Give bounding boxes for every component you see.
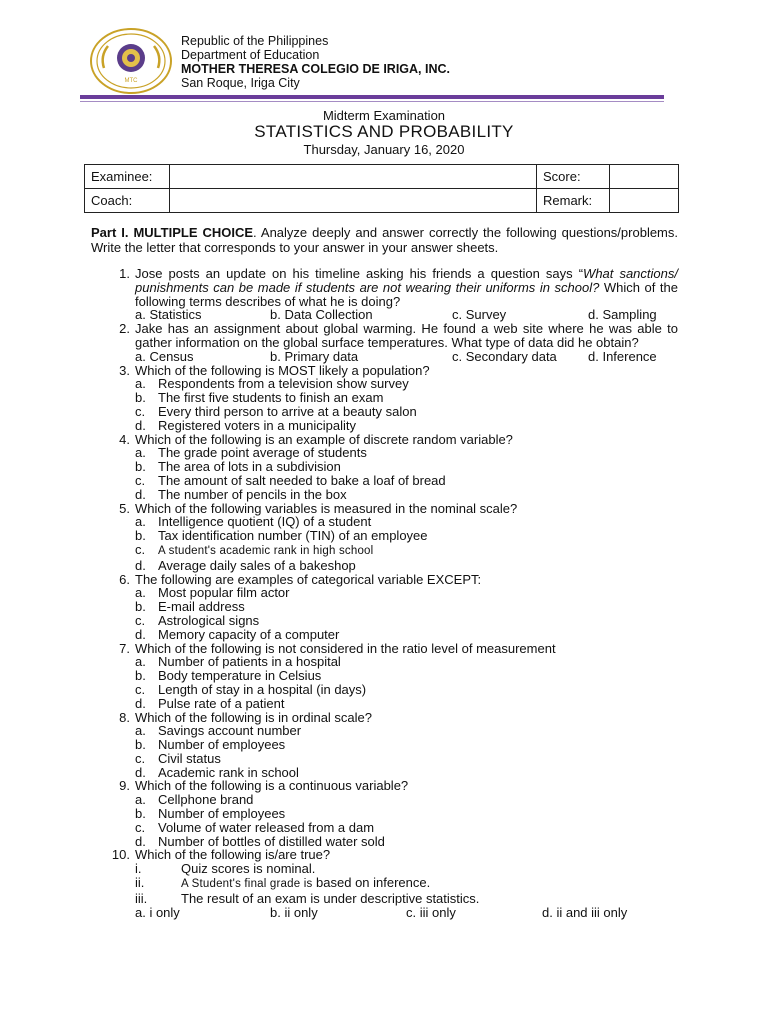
question-text-intro: Jose posts an update on his timeline asking his friends a question says “ bbox=[135, 266, 584, 281]
option-d: d. Inference bbox=[588, 348, 657, 364]
option-b bbox=[0, 600, 768, 614]
option-text: The grade point average of students bbox=[158, 445, 367, 461]
school-logo bbox=[90, 28, 172, 94]
instructions-text: . Analyze deeply and answer correctly the following questions/problems. Write the letter that corresponds to your answer in your answer sheets. bbox=[91, 225, 678, 255]
instructions bbox=[91, 226, 678, 255]
option-text: Academic rank in school bbox=[158, 764, 299, 780]
question-text: Which of the following is not considered in the ratio level of measurement bbox=[135, 640, 556, 656]
option-text: Memory capacity of a computer bbox=[158, 626, 340, 642]
option-b bbox=[0, 529, 768, 543]
option-text: Number of patients in a hospital bbox=[158, 654, 341, 670]
option-text: Tax identification number (TIN) of an employee bbox=[158, 528, 428, 544]
question-number: 6. bbox=[119, 571, 130, 587]
question-4 bbox=[0, 433, 678, 447]
option-text: Savings account number bbox=[158, 723, 302, 739]
option-d bbox=[0, 835, 768, 849]
option-letter: d. bbox=[135, 695, 146, 711]
option-c bbox=[0, 752, 768, 766]
exam-date: Thursday, January 16, 2020 bbox=[303, 142, 465, 157]
option-c bbox=[0, 405, 768, 419]
option-a bbox=[0, 515, 768, 529]
option-text: Number of bottles of distilled water sold bbox=[158, 833, 385, 849]
option-letter: b. bbox=[135, 599, 146, 615]
statement-iii bbox=[0, 892, 768, 906]
question-number: 9. bbox=[119, 778, 130, 794]
option-letter: c. bbox=[135, 472, 146, 488]
option-text: Respondents from a television show survey bbox=[158, 376, 409, 392]
coach-field bbox=[170, 189, 537, 213]
option-d bbox=[0, 559, 768, 573]
option-letter: b. bbox=[135, 737, 146, 753]
question-quote: What sanctions/ punishments can be made if students are not wearing their uniforms in school? bbox=[135, 266, 678, 295]
question-text: The following are examples of categorical variable EXCEPT: bbox=[135, 571, 482, 587]
examinee-field bbox=[170, 165, 537, 189]
question-text: Which of the following variables is measured in the nominal scale? bbox=[135, 500, 518, 516]
question-text: Which of the following is an example of discrete random variable? bbox=[135, 431, 513, 447]
option-text: Body temperature in Celsius bbox=[158, 668, 322, 684]
option-a bbox=[0, 586, 768, 600]
question-2-options bbox=[0, 350, 768, 364]
header-address: San Roque, Iriga City bbox=[181, 76, 300, 90]
question-9 bbox=[0, 779, 678, 793]
statement-i bbox=[0, 862, 768, 876]
question-number: 7. bbox=[119, 640, 130, 656]
option-letter: d. bbox=[135, 557, 146, 573]
option-text: Volume of water released from a dam bbox=[158, 819, 375, 835]
statement-text: The result of an exam is under descriptive statistics. bbox=[181, 890, 480, 906]
question-number: 2. bbox=[119, 321, 130, 337]
school-header bbox=[181, 34, 450, 90]
option-d bbox=[0, 628, 768, 642]
question-6 bbox=[0, 573, 678, 587]
option-d: d. ii and iii only bbox=[542, 904, 628, 920]
option-b bbox=[0, 738, 768, 752]
option-letter: c. bbox=[135, 541, 146, 557]
option-a: a. Census bbox=[135, 348, 194, 364]
option-text: Astrological signs bbox=[158, 612, 260, 628]
header-republic: Republic of the Philippines bbox=[181, 34, 329, 48]
option-d bbox=[0, 697, 768, 711]
option-text: Every third person to arrive at a beauty salon bbox=[158, 403, 417, 419]
question-number: 4. bbox=[119, 431, 130, 447]
question-7 bbox=[0, 642, 678, 656]
option-text: The amount of salt needed to bake a loaf of bread bbox=[158, 472, 446, 488]
question-text: Which of the following is a continuous variable? bbox=[135, 778, 409, 794]
question-3 bbox=[0, 364, 678, 378]
statement-text: A Student's final grade is bbox=[181, 878, 313, 891]
option-a bbox=[0, 793, 768, 807]
question-text-end: Which of the following terms describes of what he is doing? bbox=[135, 279, 678, 309]
question-2 bbox=[0, 322, 678, 350]
question-text: Which of the following is in ordinal scale? bbox=[135, 709, 373, 725]
option-b bbox=[0, 391, 768, 405]
option-text: Average daily sales of a bakeshop bbox=[158, 557, 356, 573]
option-d: d. Sampling bbox=[588, 307, 657, 323]
option-text: Length of stay in a hospital (in days) bbox=[158, 681, 367, 697]
option-c: c. Survey bbox=[452, 307, 507, 323]
option-text: Pulse rate of a patient bbox=[158, 695, 285, 711]
question-number: 1. bbox=[119, 266, 130, 281]
score-field bbox=[610, 165, 679, 189]
question-number: 8. bbox=[119, 709, 130, 725]
option-text: A student's academic rank in high school bbox=[158, 544, 374, 557]
option-c: c. Secondary data bbox=[452, 348, 557, 364]
question-number: 5. bbox=[119, 500, 130, 516]
option-letter: b. bbox=[135, 668, 146, 684]
part-label: Part I. MULTIPLE CHOICE bbox=[91, 225, 254, 240]
option-letter: d. bbox=[135, 486, 146, 502]
question-10-options bbox=[0, 906, 768, 920]
option-a bbox=[0, 377, 768, 391]
statement-text: Quiz scores is nominal. bbox=[181, 861, 316, 877]
option-letter: c. bbox=[135, 681, 146, 697]
question-text: Which of the following is MOST likely a population? bbox=[135, 362, 430, 378]
score-label: Score: bbox=[537, 165, 610, 189]
question-number: 3. bbox=[119, 362, 130, 378]
option-letter: a. bbox=[135, 792, 146, 808]
option-letter: a. bbox=[135, 376, 146, 392]
examinee-label: Examinee: bbox=[85, 165, 170, 189]
option-text: Intelligence quotient (IQ) of a student bbox=[158, 514, 372, 530]
option-letter: c. bbox=[135, 819, 146, 835]
exam-type: Midterm Examination bbox=[322, 108, 446, 123]
option-d bbox=[0, 488, 768, 502]
option-text: Registered voters in a municipality bbox=[158, 417, 356, 433]
option-b bbox=[0, 460, 768, 474]
option-letter: d. bbox=[135, 417, 146, 433]
header-divider-thin bbox=[80, 101, 664, 102]
option-letter: c. bbox=[135, 403, 146, 419]
option-d bbox=[0, 766, 768, 780]
option-letter: a. bbox=[135, 445, 146, 461]
option-a bbox=[0, 655, 768, 669]
remark-label: Remark: bbox=[537, 189, 610, 213]
option-letter: d. bbox=[135, 626, 146, 642]
option-text: Number of employees bbox=[158, 737, 286, 753]
option-letter: d. bbox=[135, 833, 146, 849]
option-text: The area of lots in a subdivision bbox=[158, 459, 341, 475]
option-b: b. Data Collection bbox=[270, 307, 373, 323]
question-10 bbox=[0, 848, 678, 862]
remark-field bbox=[610, 189, 679, 213]
option-letter: a. bbox=[135, 723, 146, 739]
statement-numeral: ii. bbox=[135, 875, 145, 891]
option-letter: a. bbox=[135, 514, 146, 530]
option-c bbox=[0, 543, 768, 559]
examinee-info-table bbox=[84, 164, 679, 213]
option-c: c. iii only bbox=[406, 904, 456, 920]
question-number: 10. bbox=[111, 847, 130, 863]
option-letter: a. bbox=[135, 654, 146, 670]
option-c bbox=[0, 821, 768, 835]
statement-numeral: iii. bbox=[135, 890, 148, 906]
statement-text-end: based on inference. bbox=[312, 875, 431, 891]
option-c bbox=[0, 614, 768, 628]
header-department: Department of Education bbox=[181, 48, 320, 62]
question-1 bbox=[0, 267, 678, 308]
question-8 bbox=[0, 711, 678, 725]
option-letter: c. bbox=[135, 612, 146, 628]
option-c bbox=[0, 474, 768, 488]
option-letter: b. bbox=[135, 528, 146, 544]
statement-ii bbox=[0, 876, 768, 892]
option-a: a. i only bbox=[135, 904, 180, 920]
option-letter: b. bbox=[135, 459, 146, 475]
header-divider bbox=[80, 95, 664, 99]
exam-subject-title: STATISTICS AND PROBABILITY bbox=[254, 122, 514, 141]
option-c bbox=[0, 683, 768, 697]
option-letter: d. bbox=[135, 764, 146, 780]
option-a: a. Statistics bbox=[135, 307, 202, 323]
option-letter: b. bbox=[135, 806, 146, 822]
coach-label: Coach: bbox=[85, 189, 170, 213]
option-text: Civil status bbox=[158, 750, 221, 766]
svg-text:MTC: MTC bbox=[124, 78, 138, 84]
question-text: Which of the following is/are true? bbox=[135, 847, 331, 863]
question-5 bbox=[0, 502, 678, 516]
option-text: Number of employees bbox=[158, 806, 286, 822]
option-b: b. Primary data bbox=[270, 348, 359, 364]
option-b: b. ii only bbox=[270, 904, 318, 920]
statement-numeral: i. bbox=[135, 861, 142, 877]
option-b bbox=[0, 807, 768, 821]
question-1-options bbox=[0, 308, 768, 322]
option-letter: a. bbox=[135, 585, 146, 601]
question-text bbox=[135, 267, 678, 308]
option-text: Cellphone brand bbox=[158, 792, 254, 808]
option-letter: b. bbox=[135, 390, 146, 406]
option-a bbox=[0, 446, 768, 460]
questions-list bbox=[0, 267, 768, 919]
option-text: The first five students to finish an exam bbox=[158, 390, 384, 406]
option-text: E-mail address bbox=[158, 599, 245, 615]
option-d bbox=[0, 419, 768, 433]
header-school-name: MOTHER THERESA COLEGIO DE IRIGA, INC. bbox=[181, 62, 450, 76]
option-letter: c. bbox=[135, 750, 146, 766]
option-b bbox=[0, 669, 768, 683]
question-text: Jake has an assignment about global warming. He found a web site where he was able to gather information on the global surface temperatures. What type of data did he obtain? bbox=[135, 321, 678, 350]
option-a bbox=[0, 724, 768, 738]
option-text: The number of pencils in the box bbox=[158, 486, 347, 502]
option-text: Most popular film actor bbox=[158, 585, 290, 601]
